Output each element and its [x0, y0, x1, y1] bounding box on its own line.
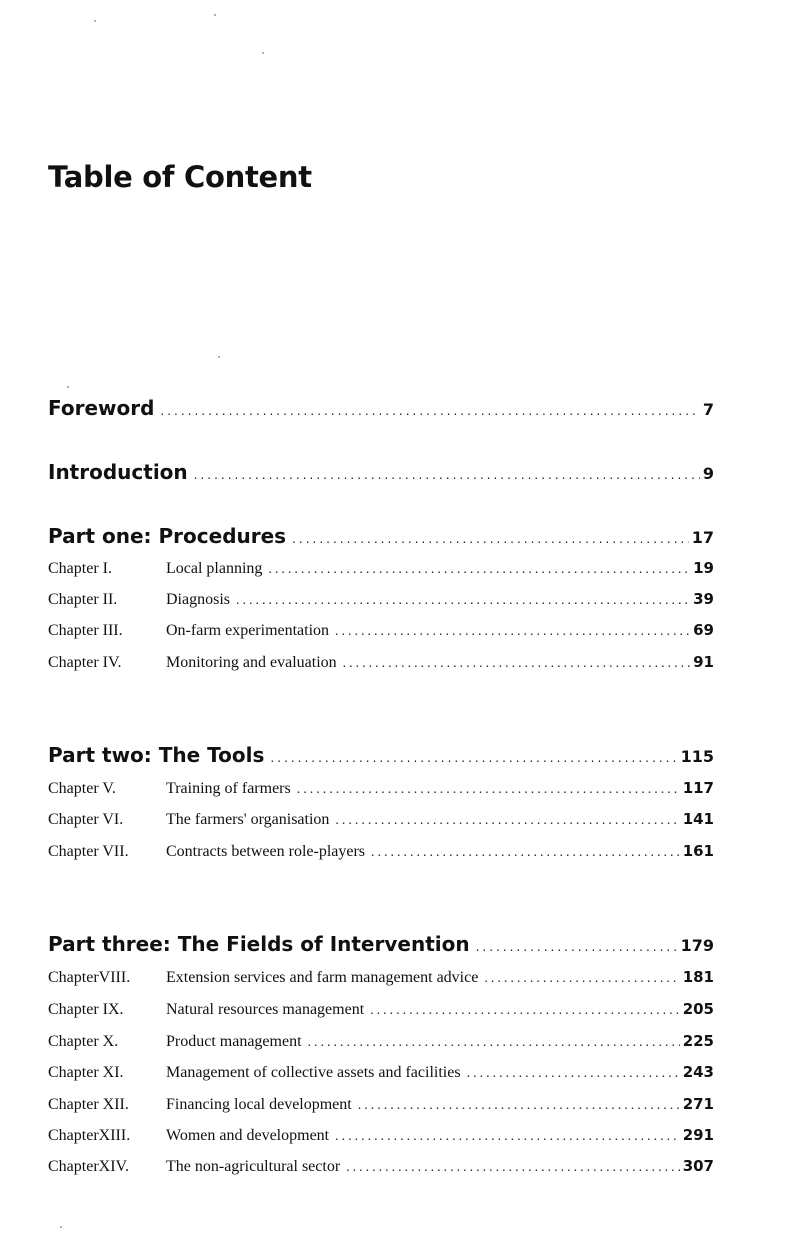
- toc-chapter-row[interactable]: [48, 1032, 714, 1051]
- chapter-title: Natural resources management: [166, 1001, 365, 1018]
- dot-leader: [484, 971, 679, 987]
- toc-heading-label: Part one: Procedures: [48, 524, 287, 548]
- toc-heading-label: Introduction: [48, 460, 188, 484]
- chapter-label: Chapter IV.: [48, 654, 122, 671]
- chapter-title: Extension services and farm management advice: [166, 969, 479, 986]
- chapter-label: Chapter IX.: [48, 1001, 124, 1018]
- toc-chapter-row[interactable]: [48, 1157, 714, 1176]
- chapter-title: Local planning: [166, 560, 263, 577]
- dot-leader: [370, 1003, 680, 1019]
- toc-part-three[interactable]: [48, 932, 714, 956]
- chapter-label: ChapterVIII.: [48, 969, 131, 986]
- chapter-page-number: 117: [682, 779, 714, 797]
- chapter-page-number: 291: [682, 1126, 714, 1144]
- chapter-page-number: 39: [693, 590, 714, 608]
- chapter-label: ChapterXIV.: [48, 1158, 130, 1175]
- toc-chapter-row[interactable]: [48, 842, 714, 861]
- chapter-label: Chapter XI.: [48, 1064, 124, 1081]
- scan-speck: [218, 356, 220, 358]
- chapter-title: Monitoring and evaluation: [166, 654, 337, 671]
- dot-leader: [343, 656, 690, 672]
- chapter-title: Contracts between role-players: [166, 843, 366, 860]
- toc-chapter-row[interactable]: [48, 559, 714, 578]
- toc-page-number: 115: [680, 747, 714, 766]
- dot-leader: [292, 532, 689, 546]
- toc-chapter-row[interactable]: [48, 653, 714, 672]
- dot-leader: [335, 624, 690, 640]
- scan-speck: [94, 20, 96, 22]
- toc-chapter-row[interactable]: [48, 1000, 714, 1019]
- dot-leader: [308, 1035, 680, 1051]
- chapter-page-number: 205: [682, 1000, 714, 1018]
- dot-leader: [467, 1066, 680, 1082]
- dot-leader: [236, 593, 690, 609]
- chapter-label: Chapter X.: [48, 1033, 119, 1050]
- dot-leader: [371, 845, 680, 861]
- dot-leader: [476, 940, 678, 954]
- toc-page-number: 179: [680, 936, 714, 955]
- chapter-page-number: 161: [682, 842, 714, 860]
- chapter-label: Chapter I.: [48, 560, 112, 577]
- chapter-title: On-farm experimentation: [166, 622, 330, 639]
- dot-leader: [346, 1160, 680, 1176]
- chapter-page-number: 19: [693, 559, 714, 577]
- dot-leader: [160, 404, 699, 418]
- chapter-page-number: 69: [693, 621, 714, 639]
- toc-chapter-row[interactable]: [48, 968, 714, 987]
- page-title: Table of Content: [48, 160, 312, 194]
- chapter-label: Chapter XII.: [48, 1096, 129, 1113]
- toc-introduction[interactable]: [48, 460, 714, 484]
- toc-chapter-row[interactable]: [48, 810, 714, 829]
- toc-chapter-row[interactable]: [48, 621, 714, 640]
- chapter-page-number: 91: [693, 653, 714, 671]
- dot-leader: [335, 813, 679, 829]
- chapter-label: Chapter V.: [48, 780, 116, 797]
- dot-leader: [268, 562, 690, 578]
- toc-heading-label: Part three: The Fields of Intervention: [48, 932, 470, 956]
- chapter-label: ChapterXIII.: [48, 1127, 131, 1144]
- dot-leader: [194, 468, 700, 482]
- dot-leader: [297, 782, 680, 798]
- dot-leader: [358, 1098, 680, 1114]
- toc-part-one[interactable]: [48, 524, 714, 548]
- chapter-label: Chapter VII.: [48, 843, 129, 860]
- toc-page-number: 9: [702, 464, 714, 483]
- chapter-page-number: 307: [682, 1157, 714, 1175]
- toc-heading-label: Part two: The Tools: [48, 743, 265, 767]
- toc-chapter-row[interactable]: [48, 1126, 714, 1145]
- chapter-page-number: 141: [682, 810, 714, 828]
- chapter-title: Training of farmers: [166, 780, 291, 797]
- toc-part-two[interactable]: [48, 743, 714, 767]
- toc-page-number: 17: [691, 528, 714, 547]
- chapter-title: Women and development: [166, 1127, 330, 1144]
- toc-foreword[interactable]: [48, 396, 714, 420]
- toc-chapter-row[interactable]: [48, 590, 714, 609]
- scan-speck: [262, 52, 264, 54]
- chapter-title: The farmers' organisation: [166, 811, 330, 828]
- chapter-title: Product management: [166, 1033, 302, 1050]
- chapter-page-number: 181: [682, 968, 714, 986]
- chapter-label: Chapter VI.: [48, 811, 124, 828]
- chapter-label: Chapter II.: [48, 591, 118, 608]
- scan-speck: [67, 386, 69, 388]
- chapter-title: Financing local development: [166, 1096, 352, 1113]
- dot-leader: [335, 1129, 680, 1145]
- toc-page-number: 7: [702, 400, 714, 419]
- chapter-title: The non-agricultural sector: [166, 1158, 341, 1175]
- toc-chapter-row[interactable]: [48, 779, 714, 798]
- scan-speck: [214, 14, 216, 16]
- toc-heading-label: Foreword: [48, 396, 155, 420]
- chapter-title: Diagnosis: [166, 591, 230, 608]
- chapter-page-number: 225: [682, 1032, 714, 1050]
- scan-speck: [60, 1226, 62, 1228]
- toc-chapter-row[interactable]: [48, 1095, 714, 1114]
- chapter-page-number: 271: [682, 1095, 714, 1113]
- dot-leader: [270, 751, 677, 765]
- chapter-label: Chapter III.: [48, 622, 123, 639]
- chapter-page-number: 243: [682, 1063, 714, 1081]
- chapter-title: Management of collective assets and facilities: [166, 1064, 461, 1081]
- toc-chapter-row[interactable]: [48, 1063, 714, 1082]
